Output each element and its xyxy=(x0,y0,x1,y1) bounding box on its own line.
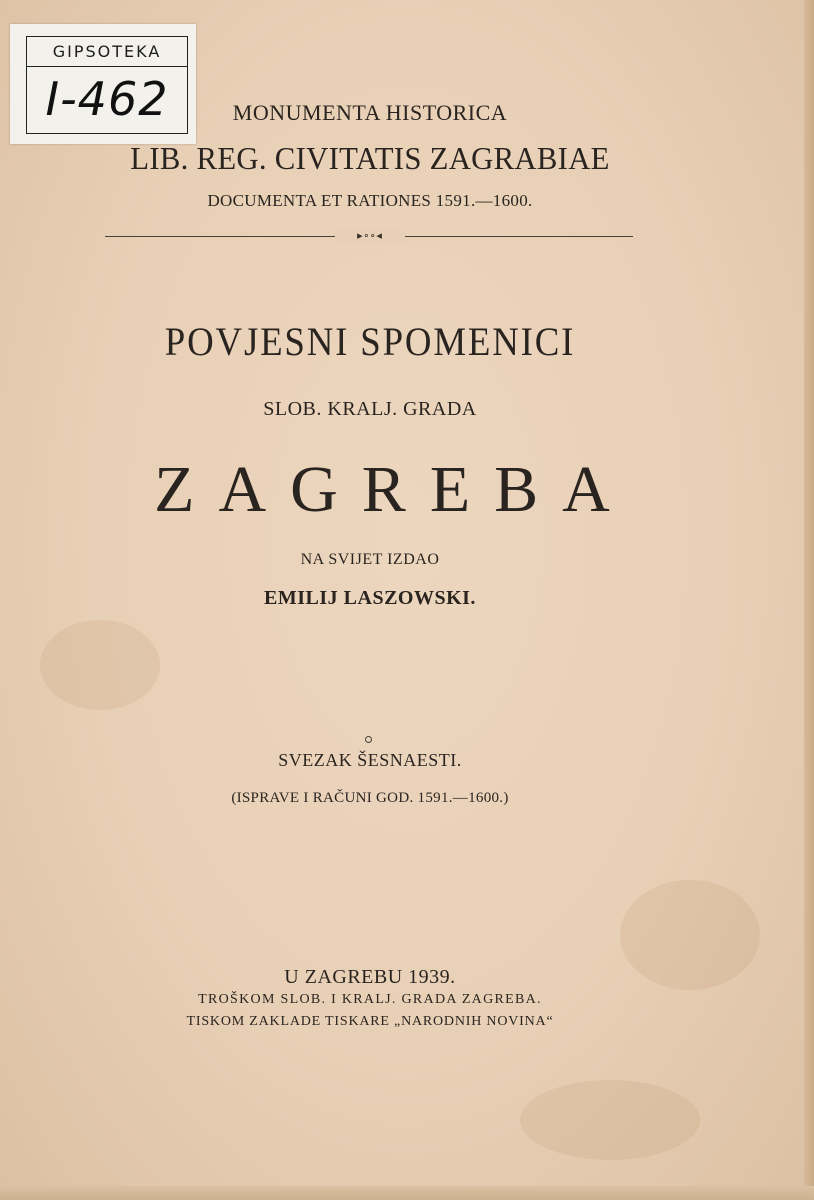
editor-intro: NA SVIJET IZDAO xyxy=(300,551,440,568)
inventory-number: I-462 xyxy=(45,72,169,126)
imprint-printer: TISKOM ZAKLADE TISKARE „NARODNIH NOVINA“ xyxy=(186,1014,554,1029)
paper-stain xyxy=(520,1080,700,1160)
title-subline: SLOB. KRALJ. GRADA xyxy=(263,398,477,420)
sticker-label: GIPSOTEKA xyxy=(27,37,187,67)
page-edge-bottom xyxy=(0,1186,814,1200)
small-ornament-dot xyxy=(365,736,372,743)
main-title: POVJESNI SPOMENICI xyxy=(164,319,576,364)
imprint-cost: TROŠKOM SLOB. I KRALJ. GRADA ZAGREBA. xyxy=(198,992,542,1007)
editor-name: EMILIJ LASZOWSKI. xyxy=(264,587,476,609)
imprint-place-year: U ZAGREBU 1939. xyxy=(284,966,456,988)
series-title: MONUMENTA HISTORICA xyxy=(232,100,508,125)
series-range: DOCUMENTA ET RATIONES 1591.—1600. xyxy=(207,191,533,210)
volume-contents: (ISPRAVE I RAČUNI GOD. 1591.—1600.) xyxy=(231,790,509,806)
city-title: ZAGREBA xyxy=(154,453,634,526)
paper-stain xyxy=(40,620,160,710)
volume-number: SVEZAK ŠESNAESTI. xyxy=(278,750,462,770)
page-edge-right xyxy=(804,0,814,1200)
series-subtitle: LIB. REG. CIVITATIS ZAGRABIAE xyxy=(130,140,610,176)
inventory-sticker xyxy=(10,24,196,144)
divider-ornament: ▸∘∘◂ xyxy=(335,229,405,243)
